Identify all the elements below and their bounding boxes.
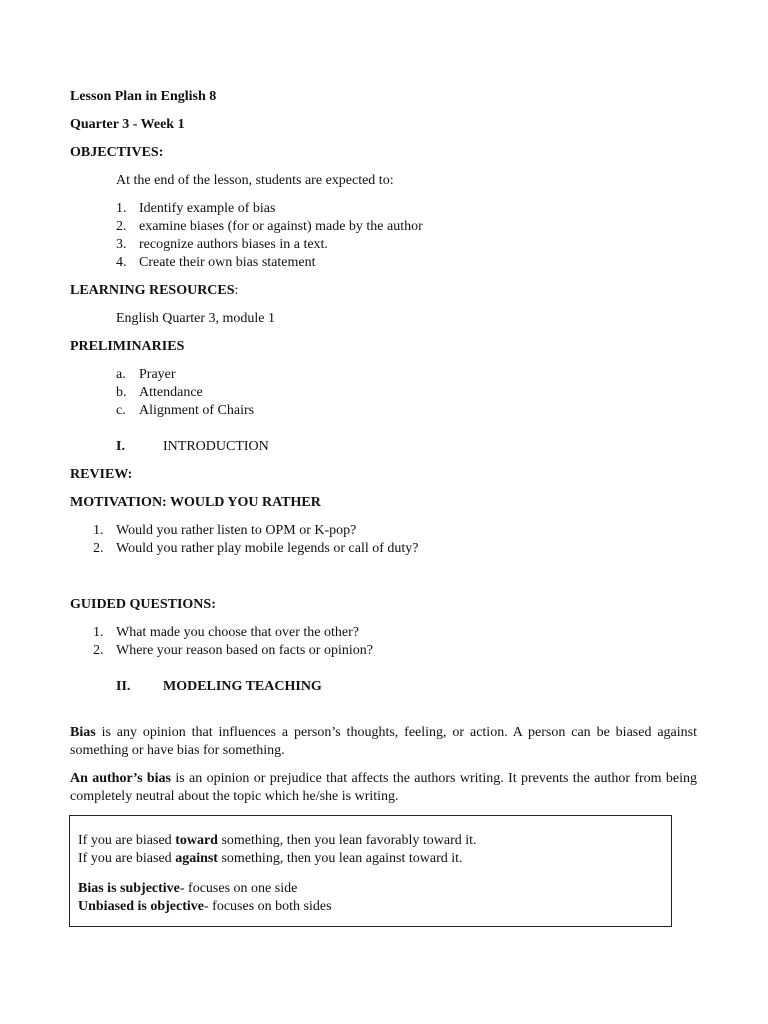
section-one-number: I. [116,439,125,454]
list-item-number: 3. [116,237,127,252]
list-item-number: 2. [93,541,104,556]
box-line-toward [78,832,477,850]
bias-definition-text: is any opinion that influences a person’s thoughts, feeling, or action. A person can be biased against something or have bias for something. [70,725,697,758]
bias-term: Bias [70,725,96,740]
list-item-number: b. [116,385,127,400]
list-item-number: 1. [93,625,104,640]
box-text: If you are biased [78,833,176,848]
objectives-heading: OBJECTIVES: [70,145,164,160]
quarter-week: Quarter 3 - Week 1 [70,117,185,132]
list-item: Identify example of bias [139,201,276,216]
list-item-number: 1. [93,523,104,538]
bias-definition [70,724,697,760]
learning-resources-heading [70,282,238,300]
author-bias-term: An author’s bias [70,771,171,786]
section-one-title: INTRODUCTION [163,439,269,454]
bias-summary-box [69,815,672,927]
list-item-number: 1. [116,201,127,216]
box-text: something, then you lean against toward it. [217,851,463,866]
list-item: recognize authors biases in a text. [139,237,328,252]
objectives-intro: At the end of the lesson, students are expected to: [116,173,394,188]
box-bold-text: against [175,851,218,866]
author-bias-text: is an opinion or prejudice that affects the authors writing. It prevents the author from being completely neutral about the topic which he/she is writing. [70,771,698,804]
box-bold-text: Unbiased is objective [78,899,204,914]
list-item: Would you rather listen to OPM or K-pop? [116,523,357,538]
box-text: - focuses on one side [179,881,298,896]
list-item: examine biases (for or against) made by the author [139,219,423,234]
list-item: Alignment of Chairs [139,403,255,418]
list-item: Would you rather play mobile legends or call of duty? [116,541,419,556]
preliminaries-heading: PRELIMINARIES [70,339,185,354]
author-bias-definition [70,770,697,806]
list-item-number: 2. [116,219,127,234]
list-item: Attendance [139,385,203,400]
section-two-title: MODELING TEACHING [163,679,322,694]
review-heading: REVIEW: [70,467,133,482]
list-item-number: c. [116,403,126,418]
box-text: If you are biased [78,851,176,866]
guided-questions-heading: GUIDED QUESTIONS: [70,597,216,612]
motivation-heading: MOTIVATION: WOULD YOU RATHER [70,495,321,510]
lesson-title: Lesson Plan in English 8 [70,89,217,104]
learning-resources-text: English Quarter 3, module 1 [116,311,276,326]
list-item: What made you choose that over the other? [116,625,359,640]
box-line-objective [78,898,332,916]
list-item-number: 2. [93,643,104,658]
list-item: Prayer [139,367,176,382]
learning-resources-colon: : [234,283,239,298]
box-line-subjective [78,880,297,898]
list-item-number: 4. [116,255,127,270]
list-item-number: a. [116,367,126,382]
box-bold-text: toward [175,833,218,848]
list-item: Where your reason based on facts or opinion? [116,643,373,658]
box-text: - focuses on both sides [204,899,332,914]
box-line-against [78,850,463,868]
list-item: Create their own bias statement [139,255,316,270]
learning-resources-label: LEARNING RESOURCES [70,283,235,298]
box-text: something, then you lean favorably toward it. [217,833,477,848]
section-two-number: II. [116,679,131,694]
box-bold-text: Bias is subjective [78,881,180,896]
